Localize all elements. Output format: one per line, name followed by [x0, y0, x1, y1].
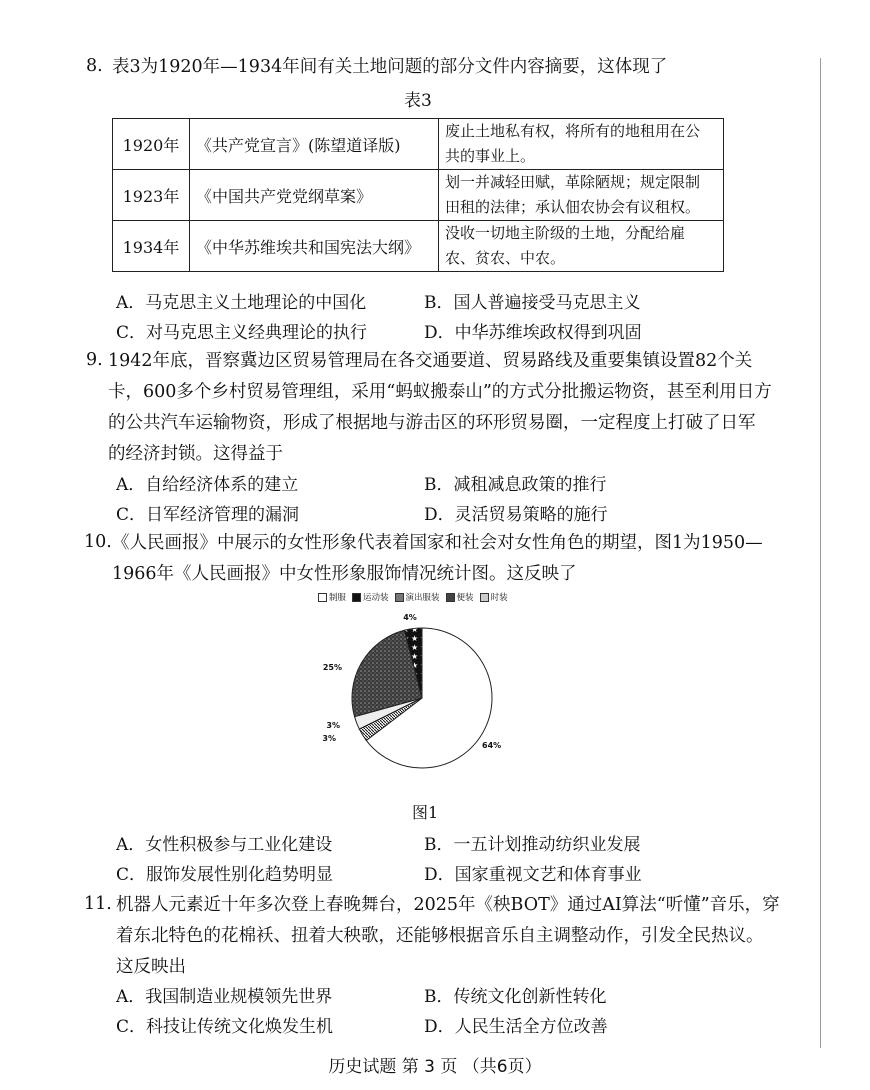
legend-label: 演出服装 — [405, 593, 440, 603]
table-cell-document: 《中华苏维埃共和国宪法大纲》 — [190, 221, 439, 272]
table-row — [113, 221, 724, 272]
table-cell-document: 《中国共产党党纲草案》 — [190, 170, 439, 221]
q8-number: 8. — [86, 56, 103, 76]
page-margin-line — [820, 58, 821, 1048]
table-cell-year: 1934年 — [113, 221, 190, 272]
table-row — [113, 170, 724, 221]
pie-slice-label: 4% — [403, 613, 417, 622]
q8-option-c[interactable]: C．对马克思主义经典理论的执行 — [116, 323, 368, 343]
legend-item — [352, 591, 389, 603]
legend-swatch — [352, 593, 361, 602]
content-line: 田租的法律；承认佃农协会有议租权。 — [445, 198, 701, 216]
stem-line: 1942年底，晋察冀边区贸易管理局在各交通要道、贸易路线及重要集镇设置82个关 — [108, 351, 753, 371]
legend-item — [446, 591, 474, 603]
legend-item — [395, 591, 440, 603]
q11-number: 11. — [84, 894, 112, 914]
pie-slice-label: 3% — [322, 734, 336, 743]
legend-item — [480, 591, 508, 603]
table-row — [113, 119, 724, 170]
legend-swatch — [446, 593, 455, 602]
stem-line: 这反映出 — [116, 957, 186, 977]
stem-line: 的经济封锁。这得益于 — [108, 444, 283, 464]
pie-slice-label: 3% — [326, 721, 340, 730]
chart-legend — [318, 591, 508, 603]
pie-slice-label: 25% — [322, 663, 342, 672]
q11-option-a[interactable]: A．我国制造业规模领先世界 — [116, 987, 333, 1007]
legend-swatch — [395, 593, 404, 602]
q9-option-d[interactable]: D．灵活贸易策略的施行 — [424, 505, 608, 525]
clothing-pie-chart — [320, 606, 520, 786]
stem-line: 1966年《人民画报》中女性形象服饰情况统计图。这反映了 — [112, 564, 577, 584]
q9-option-a[interactable]: A．自给经济体系的建立 — [116, 475, 299, 495]
q11-option-d[interactable]: D．人民生活全方位改善 — [424, 1017, 608, 1037]
legend-label: 时装 — [490, 593, 508, 603]
q10-number: 10. — [84, 532, 112, 552]
q10-option-b[interactable]: B．一五计划推动纺织业发展 — [424, 835, 641, 855]
q10-stem — [112, 528, 763, 590]
table-title: 表3 — [404, 91, 432, 111]
legend-label: 运动装 — [363, 593, 389, 603]
content-line: 没收一切地主阶级的土地，分配给雇 — [445, 224, 686, 242]
table-cell-content — [439, 170, 724, 221]
legend-swatch — [318, 593, 327, 602]
table-cell-document: 《共产党宣言》(陈望道译版) — [190, 119, 439, 170]
q10-option-c[interactable]: C．服饰发展性别化趋势明显 — [116, 865, 334, 885]
q9-number: 9. — [86, 350, 103, 370]
q11-stem — [116, 890, 780, 983]
q11-option-b[interactable]: B．传统文化创新性转化 — [424, 987, 607, 1007]
q8-option-d[interactable]: D．中华苏维埃政权得到巩固 — [424, 323, 642, 343]
stem-line: 着东北特色的花棉袄、扭着大秧歌，还能够根据音乐自主调整动作，引发全民热议。 — [116, 926, 764, 946]
q9-option-b[interactable]: B．减租减息政策的推行 — [424, 475, 607, 495]
legend-label: 制服 — [329, 593, 347, 603]
q10-option-d[interactable]: D．国家重视文艺和体育事业 — [424, 865, 642, 885]
table-cell-content — [439, 221, 724, 272]
land-documents-table — [112, 118, 724, 272]
pie-slice-label: 64% — [482, 741, 502, 750]
table-cell-content — [439, 119, 724, 170]
legend-swatch — [480, 593, 489, 602]
figure-caption: 图1 — [412, 803, 439, 822]
stem-line: 《人民画报》中展示的女性形象代表着国家和社会对女性角色的期望，图1为1950— — [112, 533, 763, 553]
q11-option-c[interactable]: C．科技让传统文化焕发生机 — [116, 1017, 334, 1037]
stem-line: 卡，600多个乡村贸易管理组，采用“蚂蚁搬泰山”的方式分批搬运物资，甚至利用日方 — [108, 382, 772, 402]
stem-line: 机器人元素近十年多次登上春晚舞台，2025年《秧BOT》通过AI算法“听懂”音乐，穿 — [116, 895, 780, 915]
q10-option-a[interactable]: A．女性积极参与工业化建设 — [116, 835, 333, 855]
table-cell-year: 1920年 — [113, 119, 190, 170]
content-line: 农、贫农、中农。 — [445, 249, 566, 267]
q9-option-c[interactable]: C．日军经济管理的漏洞 — [116, 505, 300, 525]
legend-item — [318, 591, 346, 603]
q9-stem — [108, 346, 772, 470]
q8-stem: 表3为1920年—1934年间有关土地问题的部分文件内容摘要，这体现了 — [112, 57, 668, 77]
stem-line: 的公共汽车运输物资，形成了根据地与游击区的环形贸易圈，一定程度上打破了日军 — [108, 413, 756, 433]
content-line: 共的事业上。 — [445, 147, 536, 165]
page-footer: 历史试题 第 3 页 （共6页） — [328, 1057, 542, 1077]
q8-option-a[interactable]: A．马克思主义土地理论的中国化 — [116, 293, 367, 313]
table-cell-year: 1923年 — [113, 170, 190, 221]
q8-option-b[interactable]: B．国人普遍接受马克思主义 — [424, 293, 641, 313]
legend-label: 便装 — [456, 593, 474, 603]
content-line: 划一并减轻田赋，革除陋规；规定限制 — [445, 173, 701, 191]
content-line: 废止土地私有权，将所有的地租用在公 — [445, 122, 701, 140]
